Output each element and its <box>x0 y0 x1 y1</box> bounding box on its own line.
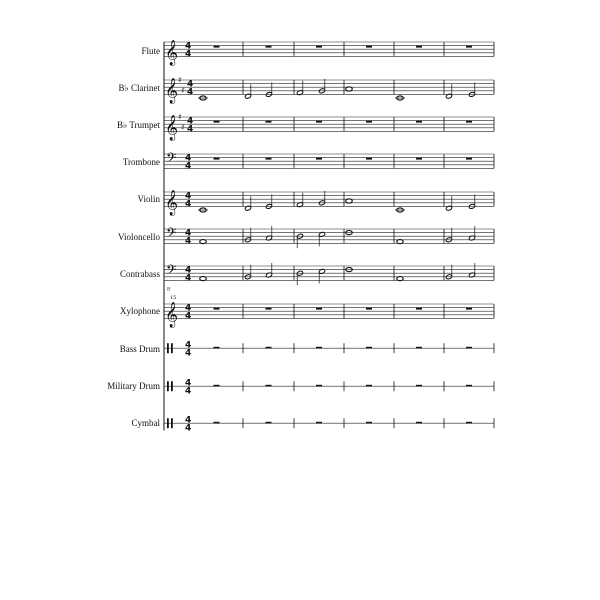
whole-rest-icon <box>416 385 422 387</box>
whole-rest-icon <box>366 347 372 349</box>
ottava-marker-icon: 15 <box>170 295 177 301</box>
whole-rest-icon <box>466 347 472 349</box>
percussion-clef-icon <box>167 418 169 428</box>
whole-note <box>346 87 353 91</box>
time-signature-bottom: 4 <box>185 199 192 210</box>
label-military-drum: Military Drum <box>107 381 160 391</box>
whole-note <box>397 240 404 244</box>
whole-rest-icon <box>416 46 422 48</box>
whole-rest-icon <box>214 121 220 123</box>
time-signature-top: 4 <box>187 79 194 90</box>
whole-rest-icon <box>466 422 472 424</box>
whole-rest-icon <box>416 308 422 310</box>
whole-rest-icon <box>366 158 372 160</box>
label-xylophone: Xylophone <box>120 306 160 316</box>
whole-rest-icon <box>416 121 422 123</box>
label-cymbal: Cymbal <box>131 418 160 428</box>
time-signature-bottom: 4 <box>185 236 192 247</box>
whole-rest-icon <box>316 121 322 123</box>
label-trumpet: B♭ Trumpet <box>116 120 160 130</box>
percussion-clef-icon <box>171 418 173 428</box>
label-violoncello: Violoncello <box>118 232 160 242</box>
whole-rest-icon <box>316 158 322 160</box>
time-signature-top: 4 <box>185 340 192 351</box>
whole-rest-icon <box>266 385 272 387</box>
time-signature-bottom: 4 <box>185 348 192 359</box>
time-signature-bottom: 4 <box>187 124 194 135</box>
whole-rest-icon <box>316 347 322 349</box>
time-signature-bottom: 4 <box>185 49 192 60</box>
whole-note <box>397 277 404 281</box>
time-signature-top: 4 <box>185 153 192 164</box>
whole-rest-icon <box>214 158 220 160</box>
whole-rest-icon <box>266 422 272 424</box>
whole-rest-icon <box>316 46 322 48</box>
time-signature-top: 4 <box>185 228 192 239</box>
key-sharp-icon: ♯ <box>181 86 185 95</box>
key-sharp-icon: ♯ <box>181 123 185 132</box>
whole-rest-icon <box>316 385 322 387</box>
label-clarinet: B♭ Clarinet <box>118 83 160 93</box>
bass-clef-icon: 𝄢 <box>166 262 177 281</box>
treble-clef-icon: 𝄞 <box>165 115 179 141</box>
time-signature-top: 4 <box>187 116 194 127</box>
time-signature-top: 4 <box>185 191 192 202</box>
bass-clef-icon: 𝄢 <box>166 225 177 244</box>
time-signature-bottom: 4 <box>185 423 192 434</box>
time-signature-bottom: 4 <box>187 87 194 98</box>
percussion-clef-icon <box>171 343 173 353</box>
whole-rest-icon <box>416 422 422 424</box>
percussion-clef-icon <box>167 343 169 353</box>
label-contrabass: Contrabass <box>120 269 160 279</box>
percussion-clef-icon <box>171 381 173 391</box>
whole-rest-icon <box>366 422 372 424</box>
treble-clef-icon: 𝄞 <box>165 190 179 216</box>
whole-rest-icon <box>214 46 220 48</box>
treble-clef-icon: 𝄞 <box>165 40 179 66</box>
bass-clef-icon: 𝄢 <box>166 150 177 169</box>
whole-rest-icon <box>214 308 220 310</box>
whole-rest-icon <box>214 347 220 349</box>
time-signature-bottom: 4 <box>185 311 192 322</box>
whole-rest-icon <box>366 385 372 387</box>
whole-rest-icon <box>266 158 272 160</box>
label-flute: Flute <box>141 46 160 56</box>
whole-rest-icon <box>266 121 272 123</box>
whole-rest-icon <box>266 308 272 310</box>
time-signature-top: 4 <box>185 415 192 426</box>
percussion-clef-icon <box>167 381 169 391</box>
treble-clef-icon: 𝄞 <box>165 78 179 104</box>
whole-rest-icon <box>214 385 220 387</box>
time-signature-top: 4 <box>185 378 192 389</box>
time-signature-bottom: 4 <box>185 161 192 172</box>
time-signature-top: 4 <box>185 303 192 314</box>
key-sharp-icon: ♯ <box>178 75 182 85</box>
whole-note <box>346 199 353 203</box>
whole-rest-icon <box>266 347 272 349</box>
time-signature-bottom: 4 <box>185 273 192 284</box>
label-bass-drum: Bass Drum <box>119 344 160 354</box>
whole-note <box>200 240 207 244</box>
whole-rest-icon <box>266 46 272 48</box>
whole-rest-icon <box>316 308 322 310</box>
whole-note <box>200 277 207 281</box>
whole-rest-icon <box>466 308 472 310</box>
whole-rest-icon <box>416 158 422 160</box>
whole-rest-icon <box>214 422 220 424</box>
octave-marker-icon: 8 <box>167 286 171 293</box>
whole-rest-icon <box>466 46 472 48</box>
whole-rest-icon <box>366 308 372 310</box>
time-signature-top: 4 <box>185 265 192 276</box>
treble-clef-icon: 𝄞 <box>165 302 179 328</box>
label-trombone: Trombone <box>122 157 160 167</box>
key-sharp-icon: ♯ <box>178 112 182 122</box>
whole-rest-icon <box>466 385 472 387</box>
time-signature-top: 4 <box>185 41 192 52</box>
whole-rest-icon <box>466 158 472 160</box>
whole-rest-icon <box>366 121 372 123</box>
whole-rest-icon <box>416 347 422 349</box>
label-violin: Violin <box>137 194 160 204</box>
whole-rest-icon <box>366 46 372 48</box>
whole-rest-icon <box>466 121 472 123</box>
time-signature-bottom: 4 <box>185 386 192 397</box>
whole-rest-icon <box>316 422 322 424</box>
